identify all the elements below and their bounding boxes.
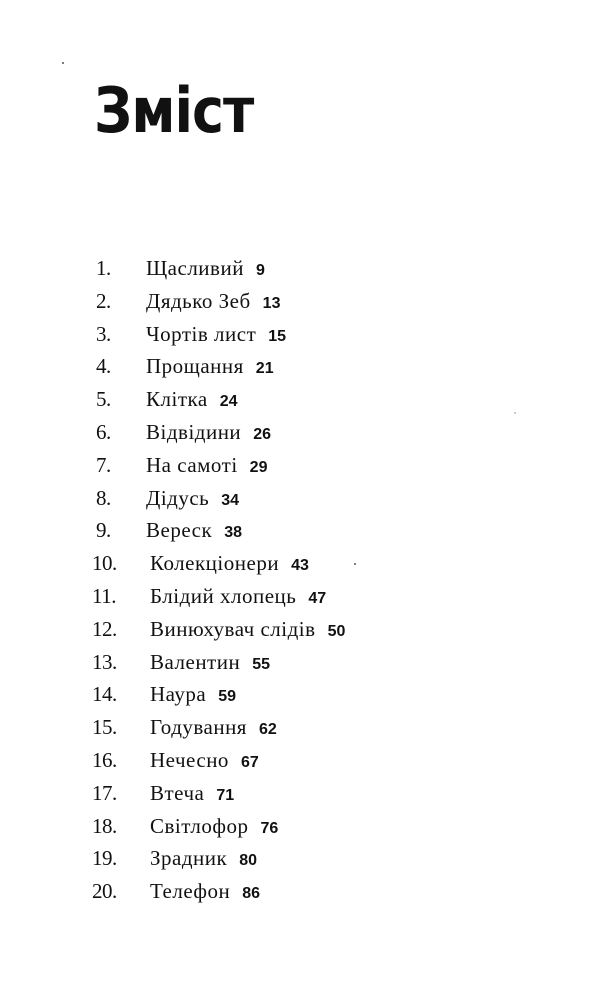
toc-entry xyxy=(0,678,600,711)
toc-entry xyxy=(0,449,600,482)
page-number: 13 xyxy=(262,294,281,312)
chapter-title: Втеча xyxy=(150,780,205,805)
chapter-number: 13. xyxy=(92,649,117,674)
page-number: 47 xyxy=(308,589,327,607)
chapter-title: Блідий хлопець xyxy=(150,583,297,608)
chapter-number: 11. xyxy=(92,583,116,608)
chapter-title: Дідусь xyxy=(146,485,210,510)
chapter-title: Наура xyxy=(150,682,207,707)
chapter-title: Клітка xyxy=(146,387,208,412)
toc-entry xyxy=(0,646,600,679)
page-number: 67 xyxy=(240,753,259,771)
chapter-number: 3. xyxy=(96,321,111,346)
chapter-number: 9. xyxy=(96,518,111,543)
chapter-title: Винюхувач слідів xyxy=(150,616,316,641)
chapter-number: 10. xyxy=(92,551,117,576)
chapter-number: 1. xyxy=(96,256,111,280)
chapter-number: 18. xyxy=(92,813,117,838)
chapter-title: Світлофор xyxy=(150,813,249,838)
chapter-number: 7. xyxy=(96,452,111,477)
chapter-title: Нечесно xyxy=(150,747,229,772)
chapter-number: 14. xyxy=(92,682,117,707)
chapter-title: На самоті xyxy=(146,452,238,477)
toc-entry xyxy=(0,482,600,515)
chapter-title: Валентин xyxy=(150,649,241,674)
page-number: 21 xyxy=(255,360,274,378)
toc-entry xyxy=(0,810,600,843)
toc-entry xyxy=(0,318,600,351)
page-number: 71 xyxy=(216,786,235,804)
toc-entry xyxy=(0,711,600,744)
chapter-number: 16. xyxy=(92,747,117,772)
chapter-title: Щасливий xyxy=(146,256,244,280)
toc-entry xyxy=(0,613,600,646)
chapter-number: 20. xyxy=(92,879,117,904)
toc-entry xyxy=(0,285,600,318)
page-number: 29 xyxy=(249,458,268,476)
chapter-title: Телефон xyxy=(150,879,231,904)
page-number: 43 xyxy=(291,557,309,575)
chapter-title: Прощання xyxy=(146,354,244,379)
page-number: 15 xyxy=(268,327,287,345)
page-number: 59 xyxy=(218,688,237,706)
chapter-number: 12. xyxy=(92,616,117,641)
toc-entry xyxy=(0,744,600,777)
toc-entry xyxy=(0,252,600,285)
toc-entry xyxy=(0,416,600,449)
page-number: 9 xyxy=(255,262,265,279)
page-number: 55 xyxy=(252,655,271,673)
chapter-number: 4. xyxy=(96,354,111,379)
page-number: 24 xyxy=(219,393,238,411)
page-number: 50 xyxy=(327,622,346,640)
chapter-title: Годування xyxy=(150,715,247,740)
chapter-number: 6. xyxy=(96,419,111,444)
print-speck xyxy=(62,62,64,64)
toc-entry xyxy=(0,842,600,875)
chapter-title: Дядько Зеб xyxy=(146,288,251,313)
page-number: 26 xyxy=(253,425,271,443)
toc-entry xyxy=(0,580,600,613)
chapter-number: 17. xyxy=(92,780,117,805)
chapter-number: 15. xyxy=(92,715,117,740)
page-number: 34 xyxy=(221,491,240,509)
chapter-title: Колекціонери xyxy=(150,551,280,576)
page-number: 86 xyxy=(242,885,261,903)
chapter-number: 19. xyxy=(92,846,117,871)
chapter-title: Відвідини xyxy=(146,419,242,444)
chapter-title: Чортів лист xyxy=(146,321,257,346)
page-number: 80 xyxy=(239,852,258,870)
toc-entry xyxy=(0,350,600,383)
chapter-title: Вереск xyxy=(146,518,213,543)
toc-entry xyxy=(0,777,600,810)
chapter-number: 5. xyxy=(96,387,111,412)
chapter-title: Зрадник xyxy=(150,846,228,871)
toc-entry xyxy=(0,547,600,580)
page-number: 62 xyxy=(258,721,277,739)
toc-entry xyxy=(0,383,600,416)
toc-entry xyxy=(0,875,600,908)
table-of-contents xyxy=(0,252,600,908)
page-number: 38 xyxy=(224,524,242,542)
chapter-number: 2. xyxy=(96,288,111,313)
page-title: Зміст xyxy=(94,74,254,148)
toc-entry xyxy=(0,514,600,547)
page-number: 76 xyxy=(260,819,279,837)
chapter-number: 8. xyxy=(96,485,111,510)
